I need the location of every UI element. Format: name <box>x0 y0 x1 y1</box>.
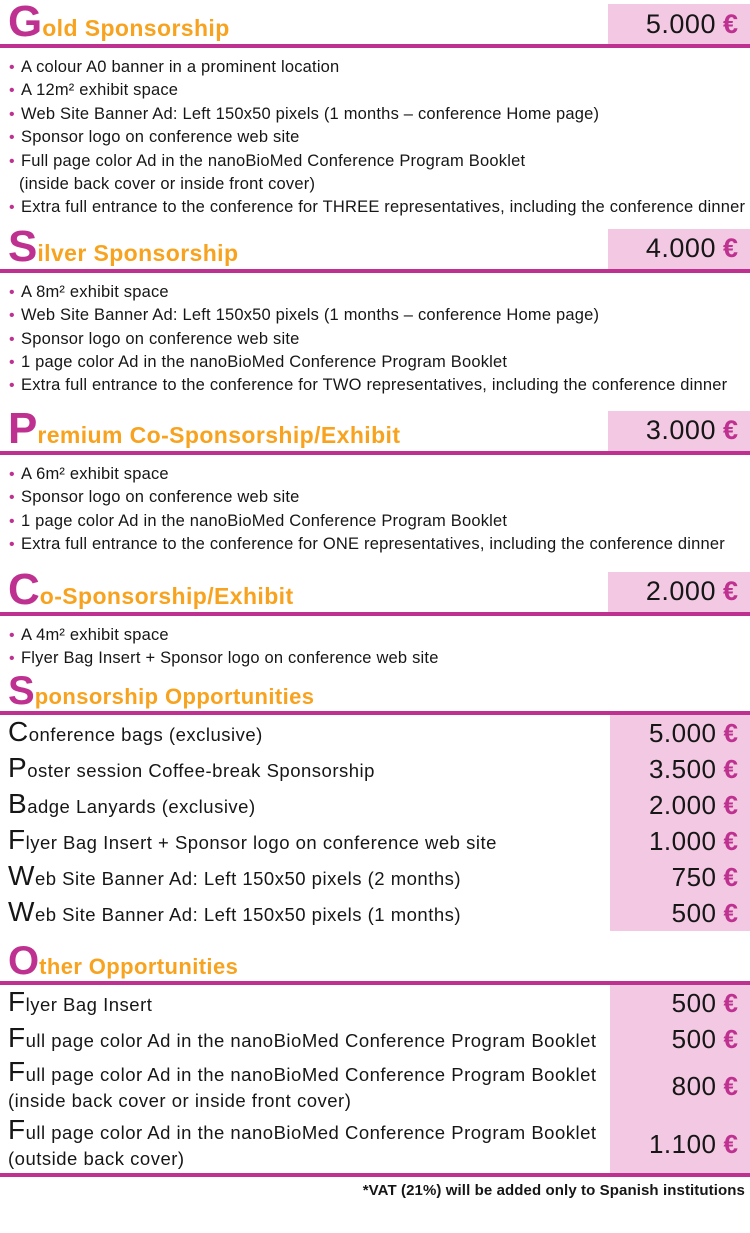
other-opportunities-table <box>0 939 750 1177</box>
gold-benefit-list <box>0 48 750 220</box>
row-price-cell <box>610 787 750 823</box>
row-price-value: 800 <box>671 1070 717 1101</box>
row-label-subtext: (inside back cover or inside front cover) <box>8 1089 352 1111</box>
sponsorship-opportunities-title <box>8 669 315 714</box>
row-price-value: 500 <box>671 897 717 928</box>
benefit-item: • A 12m² exhibit space <box>8 79 750 102</box>
benefit-item: • A colour A0 banner in a prominent location <box>8 56 750 79</box>
gold-price-box <box>608 4 750 44</box>
row-price-value: 2.000 <box>648 789 717 820</box>
premium-benefit-list <box>0 455 750 557</box>
benefit-item: • A 6m² exhibit space <box>8 463 750 486</box>
premium-section-title <box>8 403 401 453</box>
row-label-text: Full page color Ad in the nanoBioMed Conference Program Booklet <box>8 1055 597 1087</box>
title-rest: remium Co-Sponsorship/Exhibit <box>37 421 401 448</box>
sponsorship-opportunities-table <box>0 669 750 931</box>
table-row <box>0 1057 750 1115</box>
benefit-item: • Sponsor logo on conference web site <box>8 126 750 149</box>
table-row <box>0 1021 750 1057</box>
benefit-item-continuation: (inside back cover or inside front cover) <box>19 175 316 194</box>
row-label-text: Full page color Ad in the nanoBioMed Conference Program Booklet <box>8 1113 597 1145</box>
currency-symbol: € <box>722 576 738 606</box>
currency-symbol: € <box>723 897 738 928</box>
row-price-cell <box>610 985 750 1021</box>
table-row <box>0 895 750 931</box>
row-label <box>0 715 610 751</box>
title-rest: ponsorship Opportunities <box>34 684 315 710</box>
sponsorship-opportunities-header <box>0 669 750 715</box>
title-rest: o-Sponsorship/Exhibit <box>39 582 294 609</box>
premium-price-value: 3.000 <box>645 415 716 446</box>
row-price-value: 500 <box>671 987 717 1018</box>
title-rest: ilver Sponsorship <box>37 239 239 266</box>
co-sponsorship-benefit-list <box>0 616 750 671</box>
row-price-cell <box>610 751 750 787</box>
title-initial: S <box>8 669 35 714</box>
table-row <box>0 823 750 859</box>
row-price-cell <box>610 715 750 751</box>
benefit-item: • Sponsor logo on conference web site <box>8 486 750 509</box>
gold-section-header <box>0 0 750 48</box>
co-sponsorship-price-value: 2.000 <box>645 576 716 606</box>
premium-section-header <box>0 403 750 455</box>
row-price-value: 1.000 <box>648 825 717 856</box>
row-label-text: Badge Lanyards (exclusive) <box>8 787 256 819</box>
currency-symbol: € <box>723 753 738 784</box>
title-initial: O <box>8 939 40 984</box>
row-label <box>0 823 610 859</box>
title-initial: S <box>8 221 38 271</box>
benefit-item: • Full page color Ad in the nanoBioMed Conference Program Booklet <box>8 150 750 173</box>
other-opportunities-header <box>0 939 750 985</box>
row-label <box>0 985 610 1021</box>
row-label-text: Web Site Banner Ad: Left 150x50 pixels (2 months) <box>8 859 462 891</box>
benefit-item: • Flyer Bag Insert + Sponsor logo on conference web site <box>8 647 750 670</box>
silver-price-box <box>608 229 750 269</box>
currency-symbol: € <box>723 861 738 892</box>
row-label <box>0 1115 610 1173</box>
benefit-item: • Web Site Banner Ad: Left 150x50 pixels (1 months – conference Home page) <box>8 103 750 126</box>
row-label <box>0 1057 610 1115</box>
row-label-text: Web Site Banner Ad: Left 150x50 pixels (1 months) <box>8 895 462 927</box>
benefit-item: • Extra full entrance to the conference for THREE representatives, including the conference dinner <box>8 196 750 219</box>
benefit-item: • 1 page color Ad in the nanoBioMed Conference Program Booklet <box>8 510 750 533</box>
row-price-value: 3.500 <box>648 753 717 784</box>
co-sponsorship-section-header <box>0 564 750 616</box>
currency-symbol: € <box>723 987 738 1018</box>
benefit-item: • Extra full entrance to the conference for TWO representatives, including the conference dinner <box>8 374 750 397</box>
benefit-item: • A 8m² exhibit space <box>8 281 750 304</box>
co-sponsorship-section <box>0 564 750 671</box>
table-row <box>0 751 750 787</box>
row-label <box>0 859 610 895</box>
row-label <box>0 751 610 787</box>
row-label-text: Conference bags (exclusive) <box>8 715 263 747</box>
co-sponsorship-section-title <box>8 564 294 614</box>
other-opportunities-rows <box>0 985 750 1177</box>
title-rest: ther Opportunities <box>39 954 239 980</box>
row-price-value: 5.000 <box>648 717 717 748</box>
table-row <box>0 859 750 895</box>
silver-price-value: 4.000 <box>645 233 716 264</box>
title-initial: C <box>8 564 40 614</box>
row-price-cell <box>610 1021 750 1057</box>
silver-section-title <box>8 221 239 271</box>
vat-footnote: *VAT (21%) will be added only to Spanish institutions <box>362 1182 745 1200</box>
title-initial: G <box>8 0 43 46</box>
row-label-text: Poster session Coffee-break Sponsorship <box>8 751 375 783</box>
row-label-text: Flyer Bag Insert + Sponsor logo on conference web site <box>8 823 497 855</box>
row-label <box>0 787 610 823</box>
gold-section-title <box>8 0 230 46</box>
table-row <box>0 715 750 751</box>
row-price-cell <box>610 823 750 859</box>
row-price-value: 750 <box>671 861 717 892</box>
silver-benefit-list <box>0 273 750 398</box>
currency-symbol: € <box>722 8 738 39</box>
currency-symbol: € <box>723 717 738 748</box>
table-row <box>0 1115 750 1173</box>
benefit-item: • A 4m² exhibit space <box>8 624 750 647</box>
row-label-subtext: (outside back cover) <box>8 1147 185 1169</box>
co-sponsorship-price-box <box>608 572 750 612</box>
benefit-item: • Extra full entrance to the conference for ONE representatives, including the conference dinner <box>8 533 750 556</box>
premium-section <box>0 403 750 557</box>
row-price-cell <box>610 1115 750 1173</box>
row-price-cell <box>610 859 750 895</box>
silver-section <box>0 221 750 398</box>
row-label-text: Flyer Bag Insert <box>8 985 153 1017</box>
row-price-value: 500 <box>671 1023 717 1054</box>
row-price-cell <box>610 1057 750 1115</box>
other-opportunities-title <box>8 939 239 984</box>
premium-price-box <box>608 411 750 451</box>
table-row <box>0 985 750 1021</box>
currency-symbol: € <box>722 233 738 264</box>
row-label-text: Full page color Ad in the nanoBioMed Conference Program Booklet <box>8 1021 597 1053</box>
currency-symbol: € <box>723 1023 738 1054</box>
currency-symbol: € <box>723 1070 738 1101</box>
currency-symbol: € <box>723 789 738 820</box>
row-label <box>0 895 610 931</box>
gold-section <box>0 0 750 220</box>
benefit-item: • Sponsor logo on conference web site <box>8 328 750 351</box>
currency-symbol: € <box>723 1128 738 1159</box>
title-rest: old Sponsorship <box>42 15 230 41</box>
benefit-item: • Web Site Banner Ad: Left 150x50 pixels (1 months – conference Home page) <box>8 304 750 327</box>
row-label <box>0 1021 610 1057</box>
currency-symbol: € <box>723 825 738 856</box>
benefit-item: • 1 page color Ad in the nanoBioMed Conference Program Booklet <box>8 351 750 374</box>
row-price-cell <box>610 895 750 931</box>
gold-price-value: 5.000 <box>645 8 716 39</box>
title-initial: P <box>8 403 38 453</box>
silver-section-header <box>0 221 750 273</box>
currency-symbol: € <box>722 415 738 446</box>
table-row <box>0 787 750 823</box>
row-price-value: 1.100 <box>648 1128 717 1159</box>
sponsorship-opportunities-rows <box>0 715 750 931</box>
